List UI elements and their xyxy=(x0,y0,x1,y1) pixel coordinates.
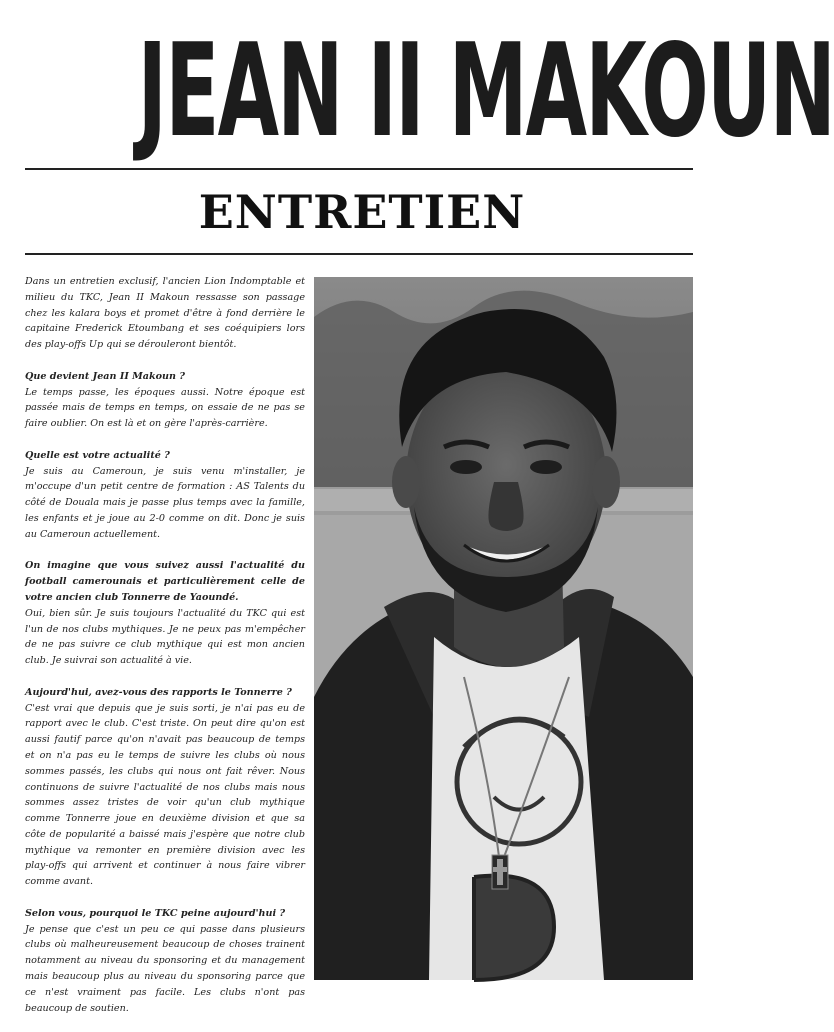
question-5: Selon vous, pourquoi le TKC peine aujourd'hui ? xyxy=(25,907,286,919)
answer-3: Oui, bien sûr. Je suis toujours l'actualité du TKC qui est l'un de nos clubs mythiques. Je ne peux pas m'empêcher de ne pas suivre ce club mythique qui est mon ancien club. Je suivrai son actualité à vie. xyxy=(25,607,305,667)
answer-4: C'est vrai que depuis que je suis sorti, je n'ai pas eu de rapport avec le club. C'est triste. On peut dire qu'on est aussi fautif parce qu'on n'avait pas beaucoup de temps et on n'a pas eu le temps de suivre les clubs où nous sommes passés, les clubs qui nous ont fait rêver. Nous continuons de suivre l'actualité de nos clubs mais nous sommes assez tristes de voir qu'un club mythique comme Tonnerre joue en deuxième division et que sa côte de popularité a baissé mais j'espère que notre club mythique va remonter en première division avec les play-offs qui arrivent et continuer à nous faire vibrer comme avant. xyxy=(25,702,305,888)
article-intro: Dans un entretien exclusif, l'ancien Lion Indomptable et milieu du TKC, Jean II Makoun ressasse son passage chez les kalara boys et promet d'être à fond derrière le capitaine Frederick Etoumbang et ses coéquipiers lors des play-offs Up qui se dérouleront bientôt. xyxy=(25,276,305,351)
masthead-title: JEAN II MAKOUN xyxy=(137,17,834,166)
question-1: Que devient Jean II Makoun ? xyxy=(25,370,185,382)
portrait-photo xyxy=(314,277,693,980)
answer-2: Je suis au Cameroun, je suis venu m'installer, je m'occupe d'un petit centre de formation : AS Talents du côté de Douala mais je passe plus temps avec la famille, les enfants et je joue au 2-0 comme on dit. Donc je suis au Cameroun actuellement. xyxy=(25,465,305,540)
article-column xyxy=(25,274,305,1032)
question-2: Quelle est votre actualité ? xyxy=(25,449,170,461)
portrait-illustration xyxy=(314,277,693,980)
answer-1: Le temps passe, les époques aussi. Notre époque est passée mais de temps en temps, on essaie de ne pas se faire oublier. On est là et on gère l'après-carrière. xyxy=(25,386,305,430)
section-title: ENTRETIEN xyxy=(198,185,526,239)
top-divider xyxy=(25,168,693,170)
question-4: Aujourd'hui, avez-vous des rapports le Tonnerre ? xyxy=(25,686,292,698)
bottom-divider xyxy=(25,253,693,255)
answer-5: Je pense que c'est un peu ce qui passe dans plusieurs clubs où malheureusement beaucoup de choses trainent notamment au niveau du sponsoring et du management mais beaucoup plus au niveau du sponsoring parce que ce n'est vraiment pas facile. Les clubs n'ont pas beaucoup de soutien. xyxy=(25,923,305,1014)
question-3: On imagine que vous suivez aussi l'actualité du football camerounais et particulièrement celle de votre ancien club Tonnerre de Yaoundé. xyxy=(25,560,305,603)
